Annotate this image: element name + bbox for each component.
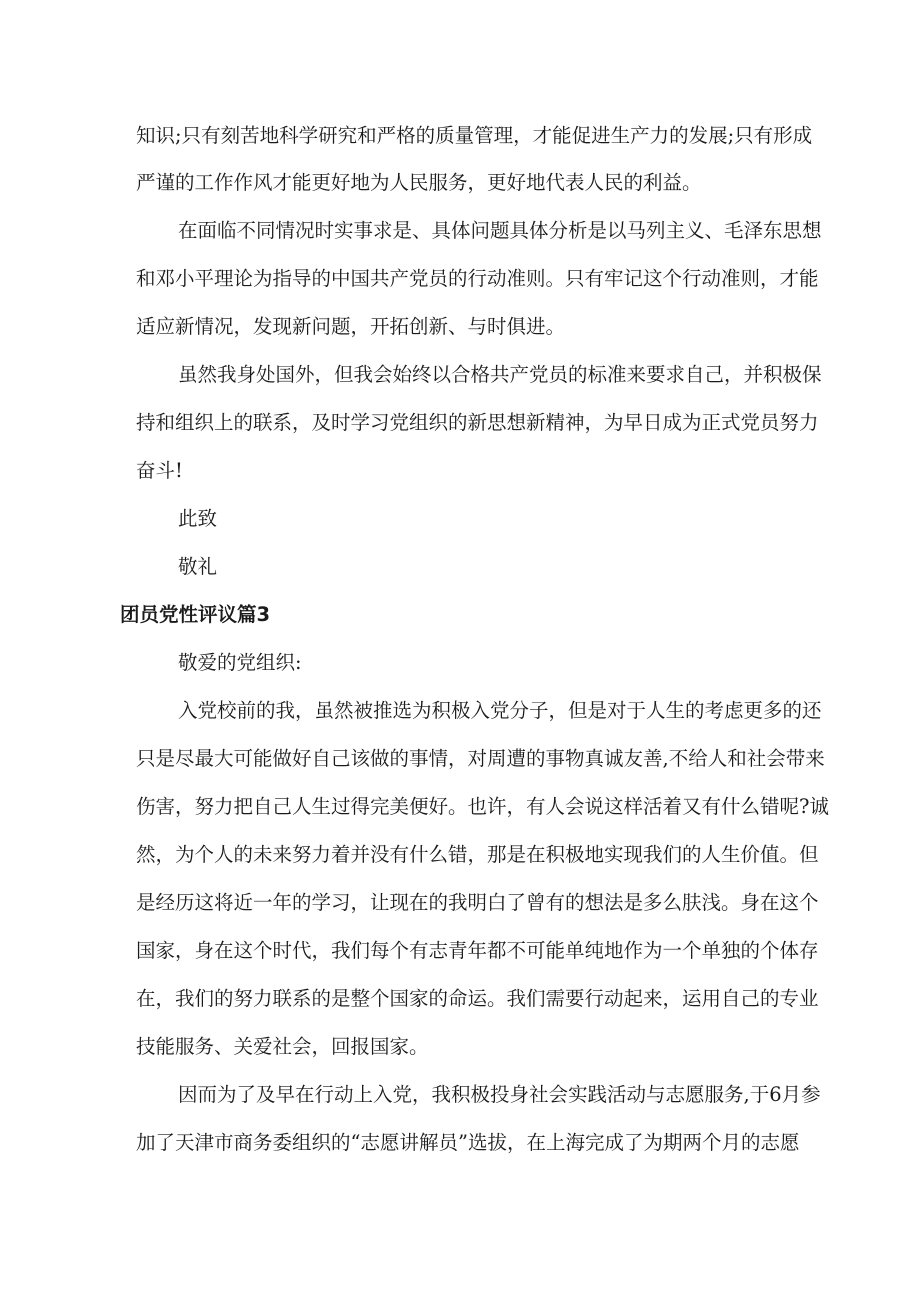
paragraph-line: 因而为了及早在行动上入党，我积极投身社会实践活动与志愿服务,于6月参	[178, 1083, 821, 1106]
paragraph-line: 在，我们的努力联系的是整个国家的命运。我们需要行动起来，运用自己的专业	[136, 987, 819, 1010]
paragraph-line: 技能服务、关爱社会，回报国家。	[136, 1035, 429, 1058]
paragraph-line: 国家，身在这个时代，我们每个有志青年都不可能单纯地作为一个单独的个体存	[136, 939, 819, 962]
paragraph-line: 在面临不同情况时实事求是、具体问题具体分析是以马列主义、毛泽东思想	[178, 219, 822, 242]
paragraph-line: 持和组织上的联系，及时学习党组织的新思想新精神，为早日成为正式党员努力	[136, 411, 819, 434]
paragraph-line: 严谨的工作作风才能更好地为人民服务，更好地代表人民的利益。	[136, 171, 702, 194]
paragraph-line: 入党校前的我，虽然被推选为积极入党分子，但是对于人生的考虑更多的还	[178, 699, 822, 722]
paragraph-line: 伤害，努力把自己人生过得完美便好。也许，有人会说这样活着又有什么错呢?诚	[136, 795, 829, 818]
paragraph-line: 只是尽最大可能做好自己该做的事情，对周遭的事物真诚友善,不给人和社会带来	[136, 747, 825, 770]
paragraph-line: 和邓小平理论为指导的中国共产党员的行动准则。只有牢记这个行动准则，才能	[136, 267, 819, 290]
closing-salutation: 此致	[178, 507, 218, 530]
paragraph-line: 知识;只有刻苦地科学研究和严格的质量管理，才能促进生产力的发展;只有形成	[136, 124, 813, 147]
paragraph-line: 然，为个人的未来努力着并没有什么错，那是在积极地实现我们的人生价值。但	[136, 843, 819, 866]
closing-regards: 敬礼	[178, 555, 218, 578]
section-heading: 团员党性评议篇3	[120, 603, 271, 626]
paragraph-line: 是经历这将近一年的学习，让现在的我明白了曾有的想法是多么肤浅。身在这个	[136, 891, 819, 914]
letter-greeting: 敬爱的党组织:	[178, 651, 302, 674]
paragraph-line: 奋斗!	[136, 459, 183, 482]
paragraph-line: 虽然我身处国外，但我会始终以合格共产党员的标准来要求自己，并积极保	[178, 363, 822, 386]
paragraph-line: 适应新情况，发现新问题，开拓创新、与时俱进。	[136, 315, 566, 338]
paragraph-line: 加了天津市商务委组织的“志愿讲解员”选拔，在上海完成了为期两个月的志愿	[136, 1131, 800, 1154]
